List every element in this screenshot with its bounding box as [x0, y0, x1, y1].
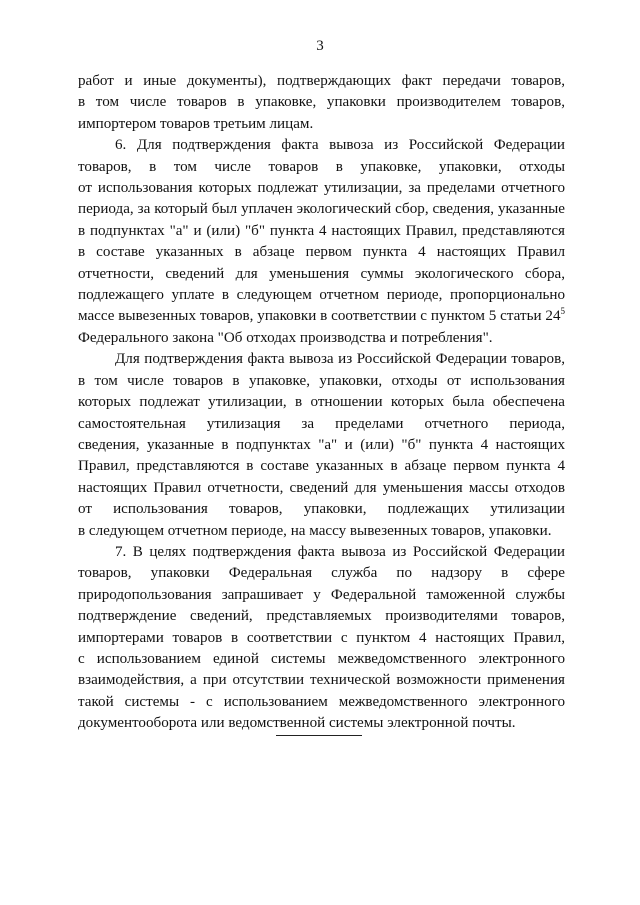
text-line: от использования товаров, упаковки, подлежащих утилизации [78, 501, 565, 518]
text-line: самостоятельная утилизация за пределами отчетного периода, [78, 415, 565, 432]
text-line: 6. Для подтверждения факта вывоза из Российской Федерации [115, 137, 565, 154]
text-line: периода, за который был уплачен экологический сбор, сведения, указанные [78, 201, 565, 218]
text-line: в том числе товаров в упаковке, упаковки, отходы от использования [78, 372, 565, 389]
article-superscript: 5 [560, 306, 565, 317]
text-line: в подпунктах "а" и (или) "б" пункта 4 настоящих Правил, представляются [78, 222, 565, 239]
text-line: импортерами товаров в соответствии с пунктом 4 настоящих Правил, [78, 629, 565, 646]
text-line: 7. В целях подтверждения факта вывоза из Российской Федерации [115, 543, 565, 560]
paragraph-item-7 [78, 542, 565, 735]
text-line: товаров, упаковки Федеральная служба по надзору в сфере [78, 565, 565, 582]
text-line: товаров, в том числе товаров в упаковке, упаковки, отходы [78, 158, 565, 175]
paragraph-export-confirmation [78, 349, 565, 542]
end-separator-line [276, 735, 362, 736]
document-body [78, 71, 565, 735]
text-line: отчетности, сведений для уменьшения суммы экологического сбора, [78, 265, 565, 282]
text-line: в составе указанных в абзаце первом пункта 4 настоящих Правил [78, 244, 565, 261]
text-line: Федерального закона "Об отходах производства и потребления". [78, 329, 493, 346]
text-line: такой системы - с использованием межведомственного электронного [78, 693, 565, 710]
paragraph-continuation [78, 71, 565, 135]
text-line: Правил, представляются в составе указанных в абзаце первом пункта 4 [78, 458, 565, 475]
text-line: Для подтверждения факта вывоза из Российской Федерации товаров, [115, 351, 565, 368]
text-line-body: массе вывезенных товаров, упаковки в соответствии с пунктом 5 статьи 24 [78, 308, 561, 325]
text-line: подлежащего уплате в следующем отчетном периоде, пропорционально [78, 287, 565, 304]
text-line: в том числе товаров в упаковке, упаковки производителем товаров, [78, 94, 565, 111]
page-number: 3 [316, 38, 324, 54]
text-line: которых подлежат утилизации, в отношении которых была обеспечена [78, 394, 565, 411]
paragraph-item-6 [78, 135, 565, 349]
text-line: документооборота или ведомственной системы электронной почты. [78, 715, 516, 732]
text-line: от использования которых подлежат утилизации, за пределами отчетного [78, 180, 565, 197]
text-line: работ и иные документы), подтверждающих факт передачи товаров, [78, 73, 565, 89]
text-line: сведения, указанные в подпунктах "а" и (или) "б" пункта 4 настоящих [78, 436, 565, 453]
text-line: с использованием единой системы межведомственного электронного [78, 650, 565, 667]
text-line: подтверждение сведений, представляемых производителями товаров, [78, 608, 565, 625]
text-line: природопользования запрашивает у Федеральной таможенной службы [78, 586, 565, 603]
text-line: импортером товаров третьим лицам. [78, 115, 314, 132]
text-line: в следующем отчетном периоде, на массу вывезенных товаров, упаковки. [78, 522, 552, 539]
text-line: настоящих Правил отчетности, сведений для уменьшения массы отходов [78, 479, 565, 496]
text-line: взаимодействия, а при отсутствии технической возможности применения [78, 672, 565, 689]
text-line-with-superscript [78, 306, 565, 327]
